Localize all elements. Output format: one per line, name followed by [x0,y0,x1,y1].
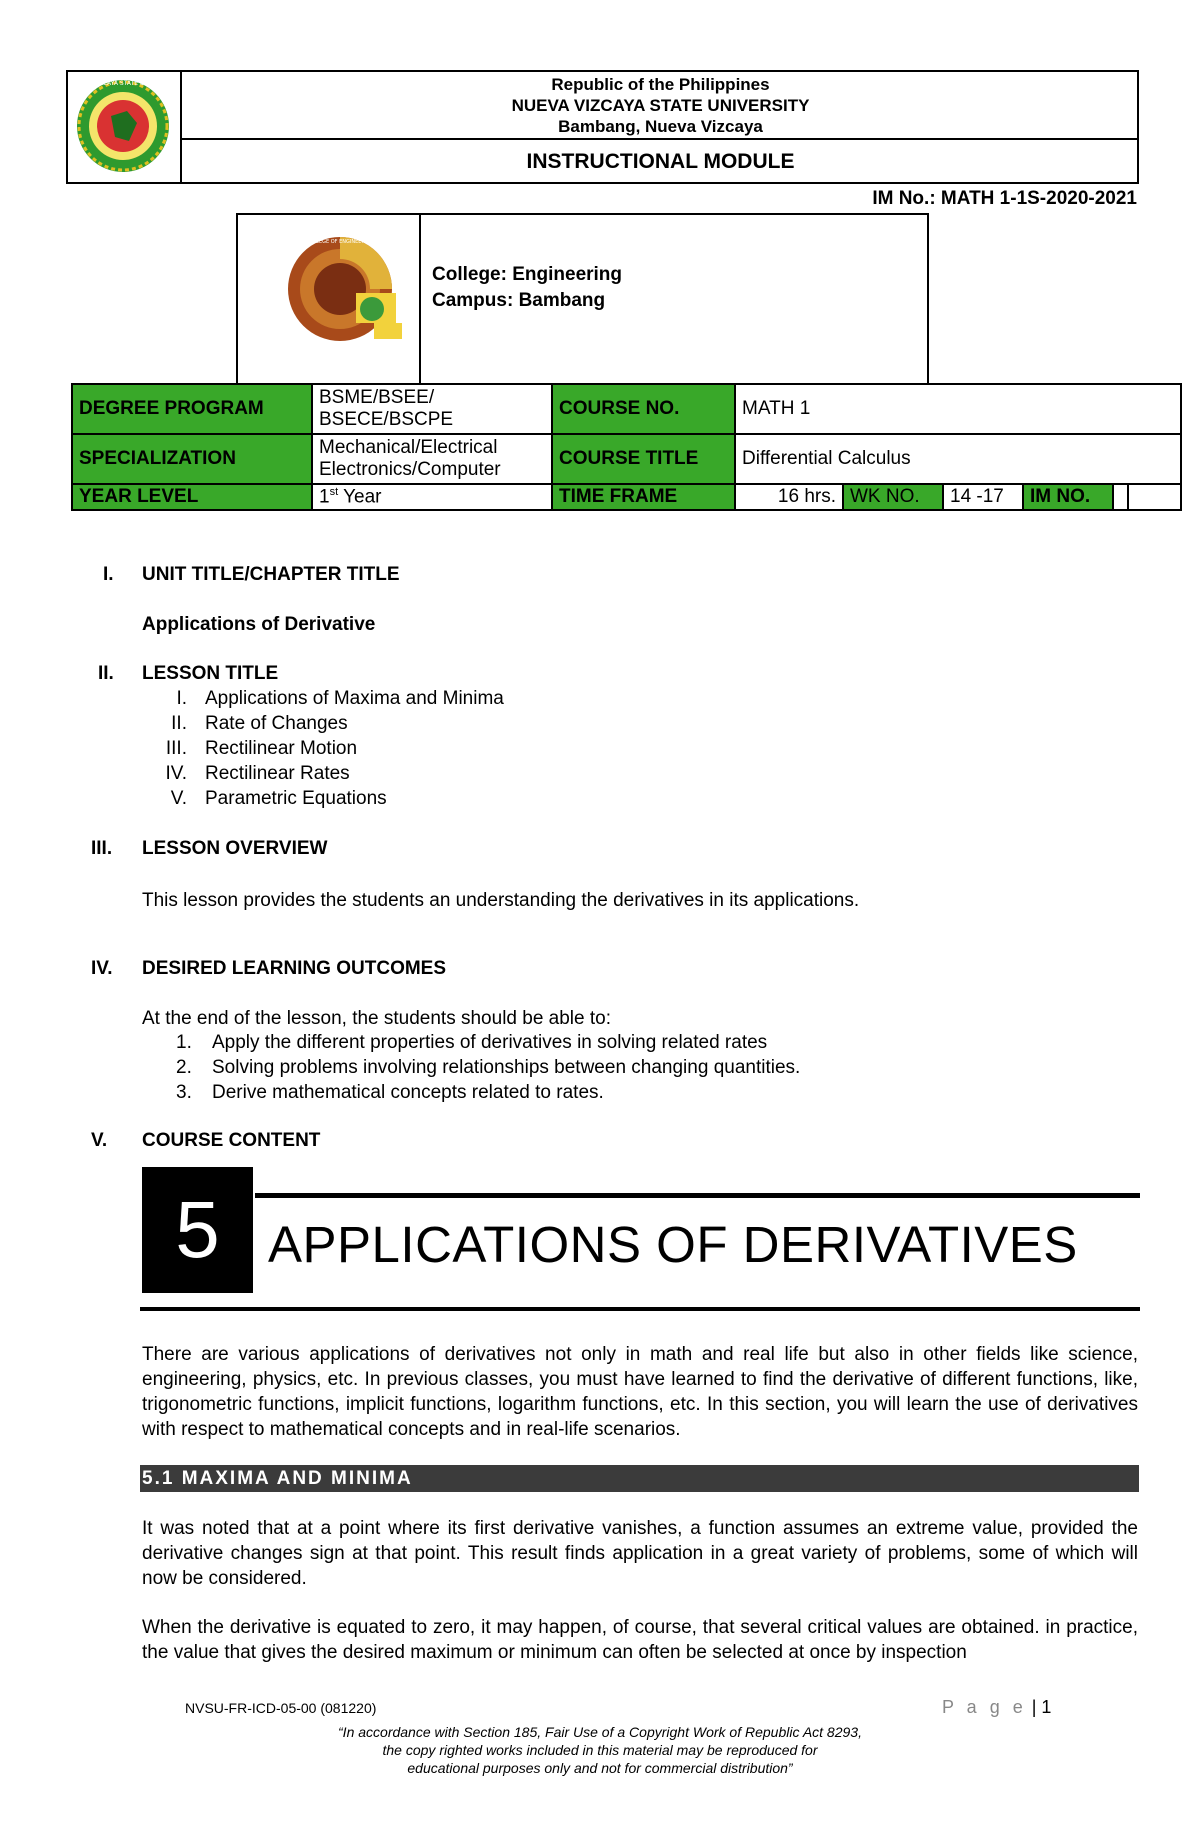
time-frame-value: 16 hrs. [735,484,843,510]
course-no-value: MATH 1 [735,384,1181,434]
course-no-label: COURSE NO. [552,384,735,434]
college-logo-text: COLLEGE OF ENGINEERING [305,239,375,245]
section-3-number: III. [91,838,113,859]
year-level-number: 1 [319,486,330,508]
lesson-title: Parametric Equations [205,788,387,809]
section-4-title: DESIRED LEARNING OUTCOMES [142,958,447,979]
lesson-list [127,688,504,813]
university-seal-cell [66,70,182,184]
list-item [127,688,504,713]
engineering-logo-icon [278,227,428,357]
year-level-word: Year [338,486,382,508]
im-no-value [1113,484,1128,510]
section-5-title: COURSE CONTENT [142,1130,321,1151]
degree-program-value [312,384,552,434]
im-number: IM No.: MATH 1-1S-2020-2021 [872,188,1137,209]
im-no-label: IM NO. [1023,484,1113,510]
page-indicator [942,1697,1051,1718]
lesson-overview-text: This lesson provides the students an understanding the derivatives in its applications. [142,890,860,911]
degree-program-value-line1: BSME/BSEE/ [319,387,435,408]
lesson-number: IV. [165,763,187,784]
copyright-note-line3: educational purposes only and not for commercial distribution” [407,1760,793,1776]
lesson-title: Applications of Maxima and Minima [205,688,504,709]
list-item [176,1032,800,1057]
chapter-title: APPLICATIONS OF DERIVATIVES [268,1216,1078,1273]
course-title-value: Differential Calculus [735,434,1181,484]
lesson-title: Rectilinear Rates [205,763,350,784]
module-title: INSTRUCTIONAL MODULE [526,150,795,173]
week-no-label: WK NO. [843,484,943,510]
page-separator: | [1026,1697,1042,1717]
list-item [127,763,504,788]
specialization-value-line2: Electronics/Computer [319,459,501,480]
course-title-label: COURSE TITLE [552,434,735,484]
list-item [176,1057,800,1082]
degree-program-value-line2: BSECE/BSCPE [319,409,454,430]
lesson-title: Rectilinear Motion [205,738,358,759]
chapter-rule-bottom [140,1307,1140,1311]
copyright-note-line2: the copy righted works included in this material may be reproduced for [382,1742,818,1758]
year-level-value [312,484,552,510]
maxima-paragraph-1: It was noted that at a point where its first derivative vanishes, a function assumes an extreme value, provided the derivative changes sign at that point. This result finds application in a great variety of problems, some of which will now be considered. [142,1518,1138,1589]
outcome-number: 3. [176,1082,192,1103]
specialization-value [312,434,552,484]
time-frame-label: TIME FRAME [552,484,735,510]
unit-title: Applications of Derivative [142,614,376,635]
form-code: NVSU-FR-ICD-05-00 (081220) [185,1700,377,1716]
table-blank-cell [1128,484,1181,510]
lesson-number: I. [176,688,187,709]
page-number: 1 [1041,1697,1052,1717]
outcome-text: Apply the different properties of derivatives in solving related rates [212,1032,768,1053]
outcome-text: Solving problems involving relationships between changing quantities. [212,1057,801,1078]
list-item [176,1082,800,1107]
specialization-value-line1: Mechanical/Electrical [319,437,498,458]
republic-text: Republic of the Philippines [551,75,770,94]
section-2-title: LESSON TITLE [142,663,279,684]
outcome-number: 1. [176,1032,192,1053]
copyright-note-line1: “In accordance with Section 185, Fair Use of a Copyright Work of Republic Act 8293, [338,1724,862,1740]
list-item [127,738,504,763]
university-seal-icon [67,71,179,181]
section-2-number: II. [98,663,114,684]
campus-name: Campus: Bambang [432,290,606,311]
section-heading-bar: 5.1 MAXIMA AND MINIMA [140,1465,1139,1492]
header-university-block [182,70,1139,140]
section-5-number: V. [91,1130,108,1151]
college-logo-cell [236,213,421,385]
outcomes-intro: At the end of the lesson, the students should be able to: [142,1008,611,1029]
lesson-number: V. [170,788,187,809]
course-info-table [71,383,1182,511]
week-no-value: 14 -17 [943,484,1023,510]
outcomes-list [176,1032,800,1107]
college-name: College: Engineering [432,264,623,285]
lesson-title: Rate of Changes [205,713,348,734]
copyright-note [0,1723,1200,1777]
page-label: P a g e [942,1697,1027,1717]
list-item [127,713,504,738]
degree-program-label: DEGREE PROGRAM [72,384,312,434]
chapter-number: 5 [142,1167,253,1293]
section-1-title: UNIT TITLE/CHAPTER TITLE [142,564,400,585]
seal-text: NUEVA VIZCAYA STATE UNIVERSITY [70,80,176,87]
outcome-text: Derive mathematical concepts related to rates. [212,1082,604,1103]
lesson-number: III. [165,738,187,759]
college-info [432,262,622,314]
lesson-number: II. [171,713,187,734]
maxima-paragraph-2: When the derivative is equated to zero, it may happen, of course, that several critical values are obtained. in practice, the value that gives the desired maximum or minimum can often be selected at once by inspection [142,1617,1138,1663]
intro-paragraph: There are various applications of derivatives not only in math and real life but also in other fields like science, engineering, physics, etc. In previous classes, you must have learned to find the derivative of different functions, like, trigonometric functions, implicit functions, logarithm functions, etc. In this section, you will learn the use of derivatives with respect to mathematical concepts and in real-life scenarios. [142,1344,1138,1440]
chapter-rule-top [255,1193,1140,1198]
outcome-number: 2. [176,1057,192,1078]
year-level-label: YEAR LEVEL [72,484,312,510]
section-1-number: I. [103,564,114,585]
section-4-number: IV. [91,958,113,979]
year-level-suffix: st [329,485,339,498]
list-item [127,788,504,813]
specialization-label: SPECIALIZATION [72,434,312,484]
university-location: Bambang, Nueva Vizcaya [558,117,763,136]
university-name: NUEVA VIZCAYA STATE UNIVERSITY [511,96,810,115]
section-3-title: LESSON OVERVIEW [142,838,328,859]
